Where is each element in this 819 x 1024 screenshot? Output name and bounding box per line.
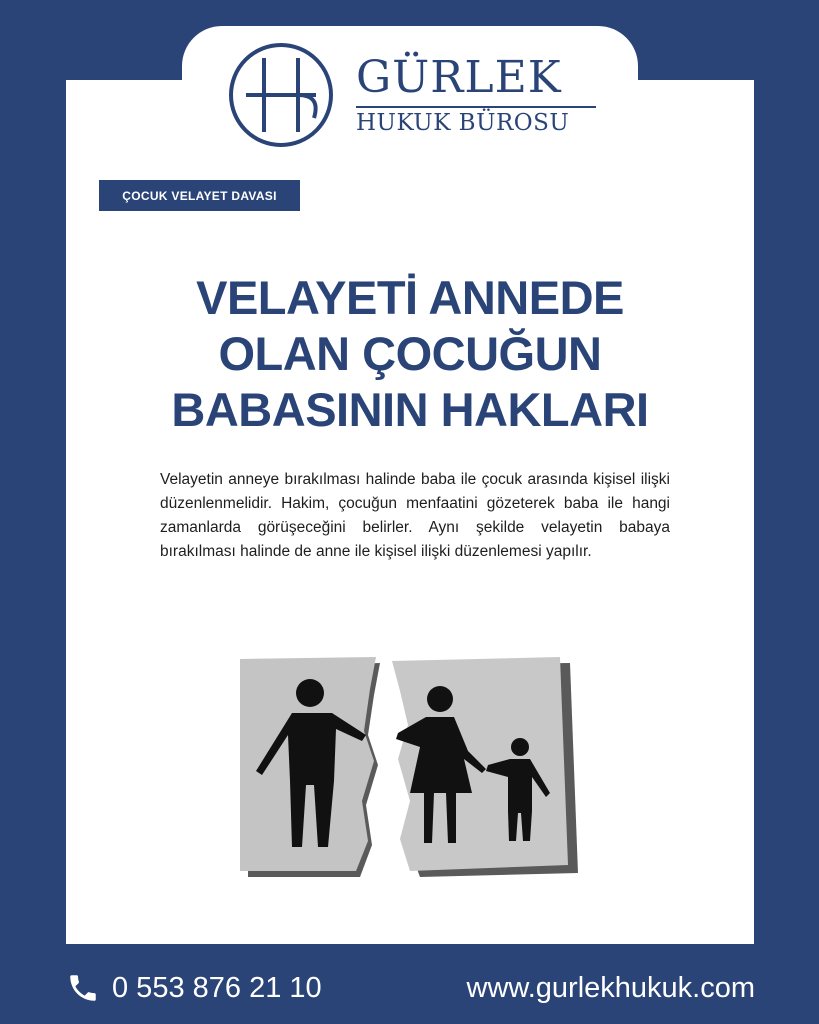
gh-monogram-icon <box>226 40 336 150</box>
phone-number: 0 553 876 21 10 <box>112 971 322 1004</box>
phone-icon <box>66 971 100 1005</box>
footer-phone[interactable] <box>66 968 322 1008</box>
title-line-3: BABASININ HAKLARI <box>171 383 649 436</box>
title-line-2: OLAN ÇOCUĞUN <box>218 327 602 380</box>
brand-subtitle: HUKUK BÜROSU <box>356 106 596 136</box>
website-link[interactable]: www.gurlekhukuk.com <box>466 971 755 1004</box>
category-badge: ÇOCUK VELAYET DAVASI <box>99 180 300 211</box>
torn-family-photo-icon <box>240 655 585 880</box>
brand-name: GÜRLEK <box>356 52 562 103</box>
page-title <box>110 270 710 438</box>
title-line-1: VELAYETİ ANNEDE <box>196 271 624 324</box>
body-paragraph: Velayetin anneye bırakılması halinde baba ile çocuk arasında kişisel ilişki düzenlenmelidir. Hakim, çocuğun menfaatini gözeterek baba ile hangi zamanlarda görüşeceğini belirler. Aynı şekilde velayetin babaya bırakılması halinde de anne ile kişisel ilişki düzenlemesi yapılır. <box>160 471 670 560</box>
